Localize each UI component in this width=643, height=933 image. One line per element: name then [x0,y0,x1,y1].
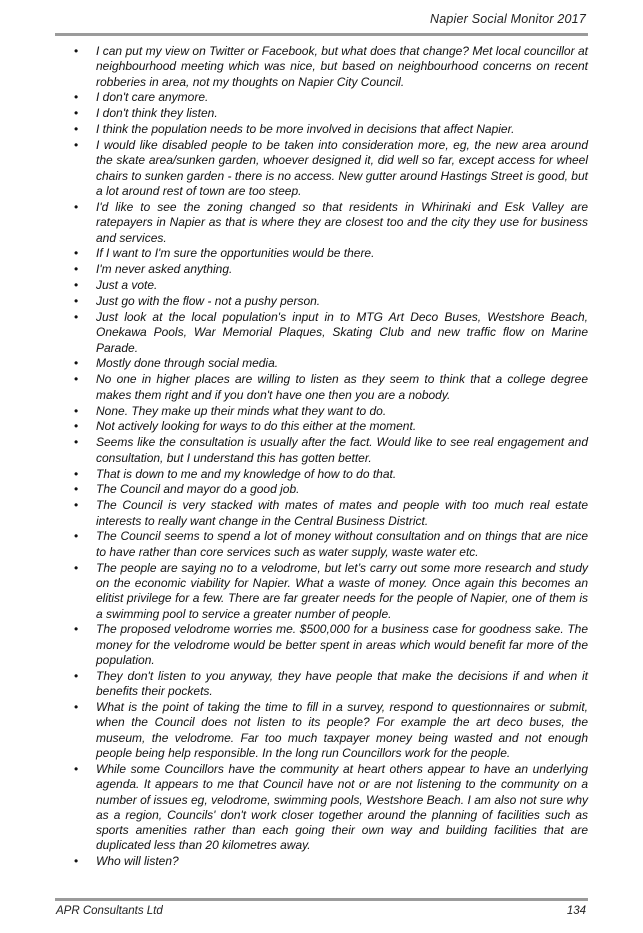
list-item: • That is down to me and my knowledge of how to do that. [74,467,588,482]
list-item: • None. They make up their minds what they want to do. [74,404,588,419]
list-item: • The people are saying no to a velodrome, but let’s carry out some more research and study on the economic viability for Napier. What a waste of money. Once again this becomes an elitist privilege for a few. There are far greater needs for the people of Napier, one of them is a swimming pool to service a greater number of people. [74,561,588,622]
list-item: • The Council seems to spend a lot of money without consultation and on things that are nice to have rather than core services such as water supply, waste water etc. [74,529,588,560]
footer-company: APR Consultants Ltd [56,905,163,917]
list-item: • The Council is very stacked with mates of mates and people with too much real estate interests to really want change in the Central Business District. [74,498,588,529]
list-item: • I don't care anymore. [74,90,588,105]
list-item: • Who will listen? [74,854,588,869]
list-item: • Just go with the flow - not a pushy person. [74,294,588,309]
list-item: • I don't think they listen. [74,106,588,121]
list-item: • Mostly done through social media. [74,356,588,371]
list-item: • Seems like the consultation is usually after the fact. Would like to see real engagement and consultation, but I understand this has gotten better. [74,435,588,466]
list-item: • They don't listen to you anyway, they have people that make the decisions if and when it benefits their pockets. [74,669,588,700]
list-item: • Just a vote. [74,278,588,293]
list-item: • No one in higher places are willing to listen as they seem to think that a college degree makes them right and if you don't have one then you are a nobody. [74,372,588,403]
list-item: • I'd like to see the zoning changed so that residents in Whirinaki and Esk Valley are ratepayers in Napier as that is where they are closest too and the city they use for business and services. [74,200,588,246]
list-item: • I think the population needs to be more involved in decisions that affect Napier. [74,122,588,137]
list-item: • I can put my view on Twitter or Facebook, but what does that change? Met local councillor at neighbourhood meeting which was nice, but based on neighbourhood concerns on recent robberies in area, not my thoughts on Napier City Council. [74,44,588,90]
list-item: • While some Councillors have the community at heart others appear to have an underlying agenda. It appears to me that Council have not or are not listening to the community on a number of issues eg, velodrome, swimming pools, Westshore Beach. I am also not sure why as a region, Councils' don't work closer together around the planning of facilities such as sports amenities rather than each going their own way and building facilities that are duplicated less than 20 kilometres away. [74,762,588,854]
list-item: • The Council and mayor do a good job. [74,482,588,497]
comment-list-section [74,44,588,870]
page-number: 134 [566,905,586,917]
list-item: • Just look at the local population's input in to MTG Art Deco Buses, Westshore Beach, Onekawa Pools, War Memorial Plaques, Skating Club and new traffic flow on Marine Parade. [74,310,588,356]
list-item: • I would like disabled people to be taken into consideration more, eg, the new area around the skate area/sunken garden, whoever designed it, did well so far, except access for wheel chairs to sunken garden - there is no access. New gutter around Hastings Street is good, but a lot around rest of town are too steep. [74,138,588,199]
list-item: • If I want to I'm sure the opportunities would be there. [74,246,588,261]
list-item: • What is the point of taking the time to fill in a survey, respond to questionnaires or submit, when the Council does not listen to its people? For example the art deco buses, the museum, the velodrome. Far too much taxpayer money being wasted and not enough people being help responsible. In the long run Councillors work for the people. [74,700,588,761]
list-item: • I'm never asked anything. [74,262,588,277]
list-item: • The proposed velodrome worries me. $500,000 for a business case for goodness sake. The money for the velodrome would be better spent in areas which would benefit far more of the population. [74,622,588,668]
page-header [55,11,588,36]
list-item: • Not actively looking for ways to do this either at the moment. [74,419,588,434]
page-footer [55,898,588,925]
comment-list [74,44,588,870]
header-title: Napier Social Monitor 2017 [430,12,586,26]
